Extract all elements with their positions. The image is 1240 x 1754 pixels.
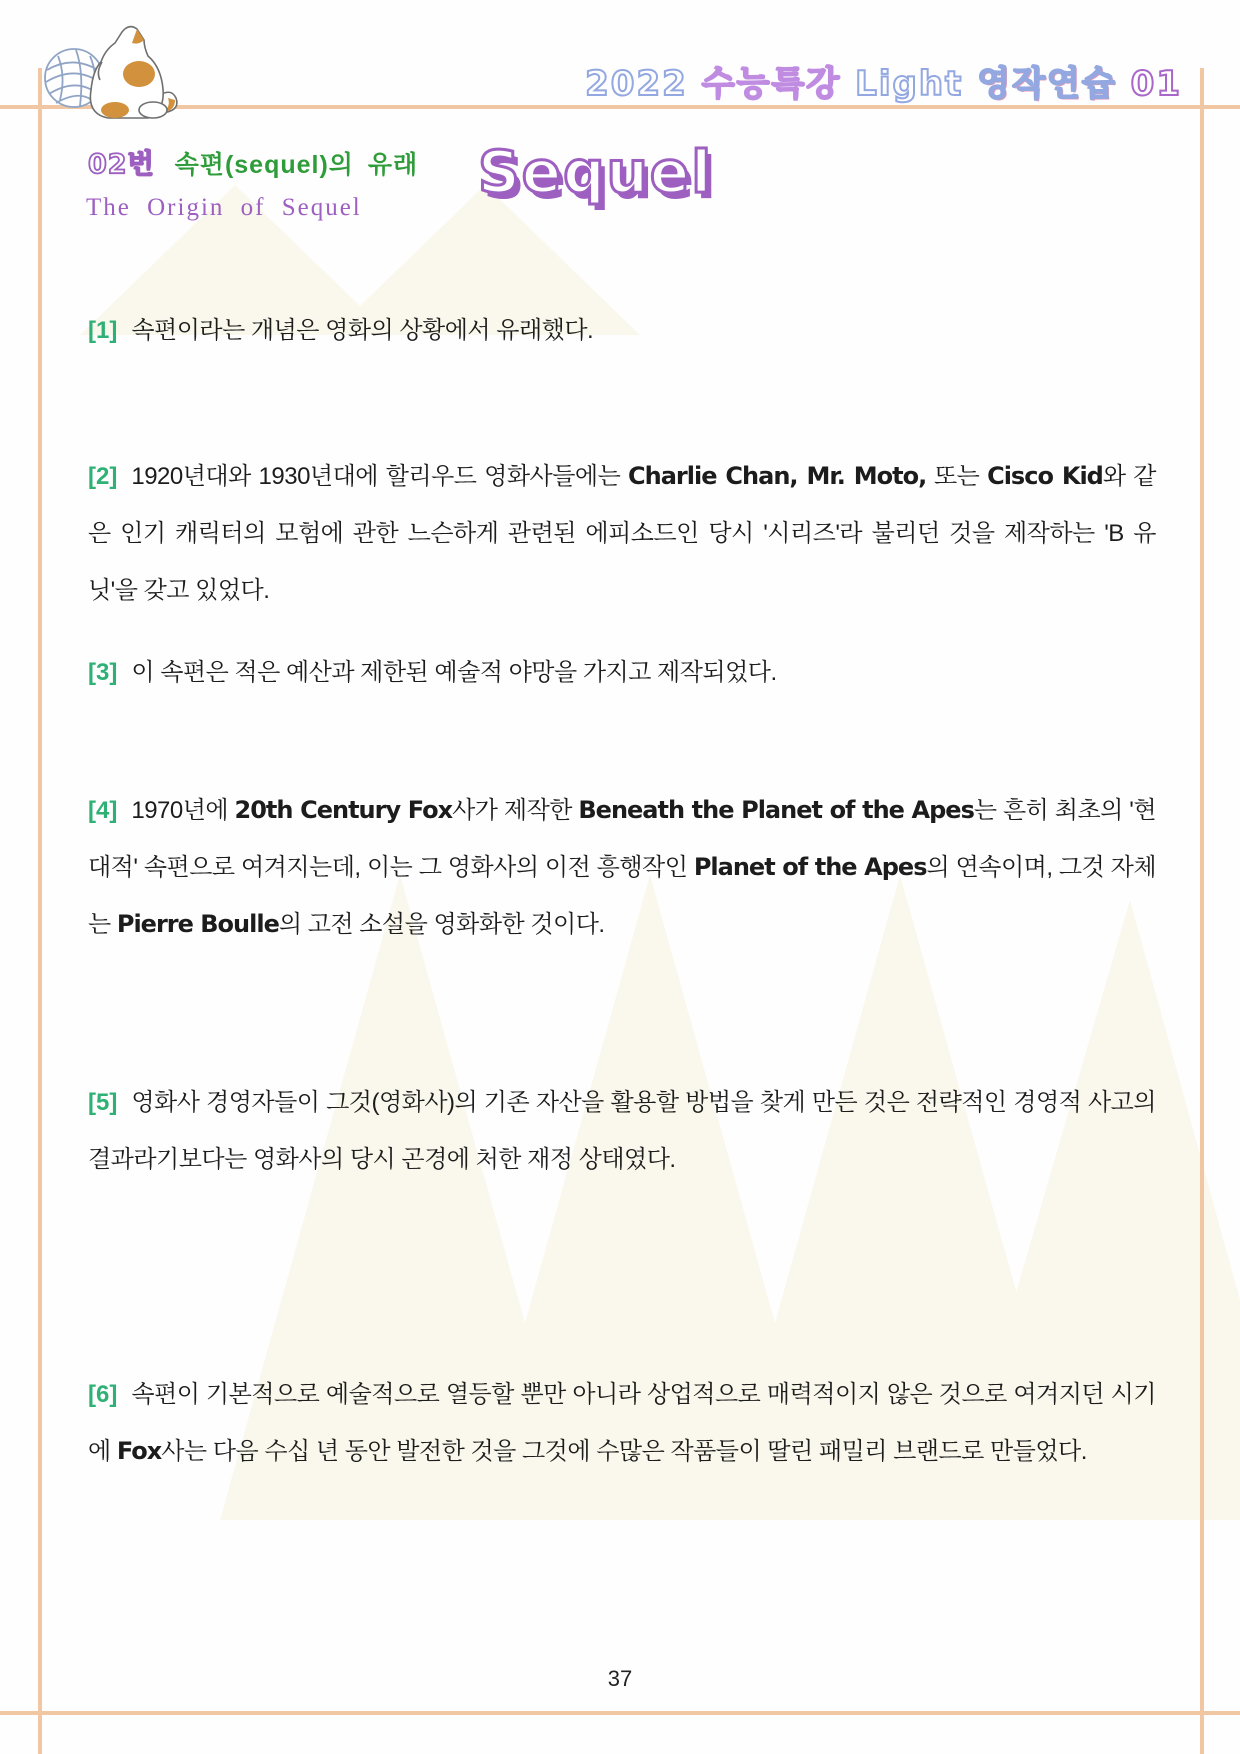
paragraph (88, 782, 1156, 953)
paragraph-text: 는 흔히 최초의 '현대적' 속편으로 여겨지는데, 이는 그 영화사의 이전 흥행작인 (88, 797, 1157, 881)
paragraph-text-emphasis: Beneath the Planet of the Apes (578, 796, 974, 824)
lesson-title-korean: 속편(sequel)의 유래 (174, 151, 419, 179)
paragraph-marker: [5] (88, 1089, 118, 1116)
lesson-heading-row (88, 142, 418, 181)
paragraph-text-emphasis: Charlie Chan, Mr. Moto, (628, 462, 927, 490)
paragraph-text: 또는 (926, 463, 988, 490)
paragraph-text: 와 같은 인기 캐릭터의 모험에 관한 느슨하게 관련된 에피소드인 당시 '시리즈'라 불리던 것을 제작하는 'B 유닛'을 갖고 있었다. (88, 463, 1156, 604)
header-title-segment: Light (855, 64, 964, 104)
header-title-segment: 2022 (585, 64, 688, 104)
paragraph (88, 1074, 1156, 1188)
paragraph-text: 의 고전 소설을 영화화한 것이다. (278, 911, 605, 938)
header-title-segment: 영작연습 (977, 64, 1117, 104)
paragraph-text: 이 속편은 적은 예산과 제한된 예술적 야망을 가지고 제작되었다. (131, 659, 777, 686)
lesson-title-english: The Origin of Sequel (86, 194, 362, 221)
paragraph (88, 1366, 1156, 1480)
paragraph (88, 448, 1156, 619)
paragraph-marker: [4] (88, 797, 118, 824)
paragraph-text: 의 연속이며, 그것 자체는 (88, 854, 1157, 938)
page-number: 37 (607, 1666, 633, 1691)
paragraph-marker: [6] (88, 1381, 118, 1408)
paragraph (88, 644, 1156, 701)
lesson-watermark-word: Sequel (478, 138, 714, 206)
paragraph (88, 302, 1156, 359)
paragraph-text: 사는 다음 수십 년 동안 발전한 것을 그것에 수많은 작품들이 딸린 패밀리 브랜드로 만들었다. (161, 1438, 1087, 1465)
paragraph-text: 1920년대와 1930년대에 할리우드 영화사들에는 (131, 463, 629, 490)
header-title-segment: 수능특강 (701, 64, 842, 104)
header-title-segment: 01 (1130, 64, 1182, 104)
paragraph-text-emphasis: Cisco Kid (987, 462, 1103, 490)
paragraph-text-emphasis: Planet of the Apes (693, 853, 927, 881)
paragraph-text-emphasis: Fox (116, 1437, 162, 1465)
header-title (585, 56, 1182, 105)
paragraph-text-emphasis: 20th Century Fox (234, 796, 453, 824)
paragraph-marker: [2] (88, 463, 118, 490)
paragraph-text: 1970년에 (131, 797, 235, 824)
paragraph-text: 속편이 기본적으로 예술적으로 열등할 뿐만 아니라 상업적으로 매력적이지 않은 것으로 여겨지던 시기에 (88, 1381, 1156, 1465)
paragraph-text-emphasis: Pierre Boulle (116, 910, 279, 938)
paragraph-text: 속편이라는 개념은 영화의 상황에서 유래했다. (131, 317, 594, 344)
paragraph-text: 사가 제작한 (452, 797, 579, 824)
paragraph-text: 영화사 경영자들이 그것(영화사)의 기존 자산을 활용할 방법을 찾게 만든 것은 전략적인 경영적 사고의 결과라기보다는 영화사의 당시 곤경에 처한 재정 상태였다. (88, 1089, 1156, 1173)
paragraph-marker: [3] (88, 659, 118, 686)
cat-yarn-logo-icon (36, 10, 178, 126)
paragraph-marker: [1] (88, 317, 118, 344)
lesson-number-badge: 02번 (88, 149, 155, 180)
